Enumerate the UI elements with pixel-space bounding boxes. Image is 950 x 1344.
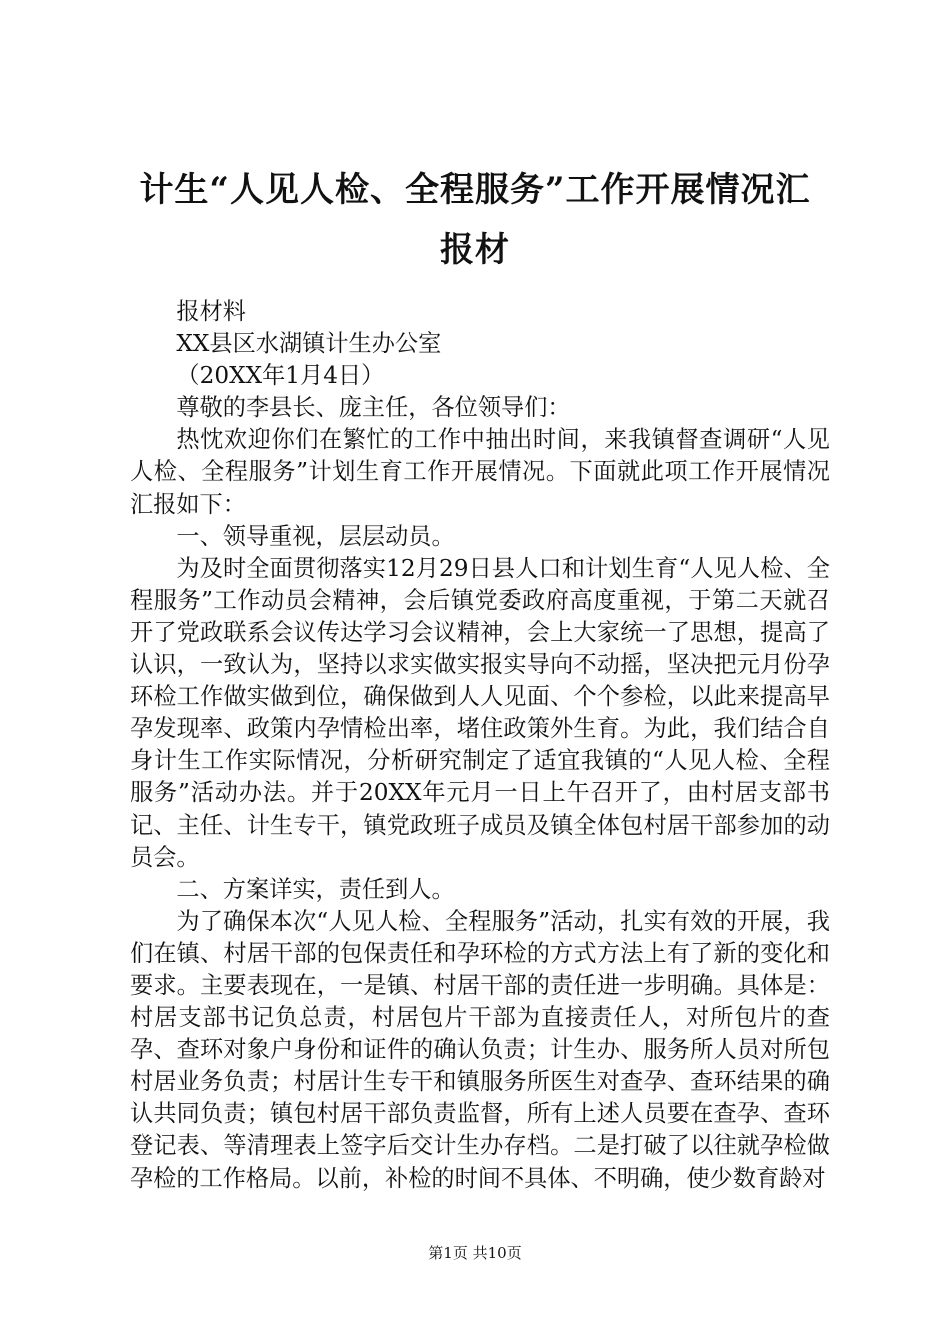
paragraph-salutation: 尊敬的李县长、庞主任，各位领导们：: [176, 394, 571, 422]
paragraph-heading-fragment: 报材料: [176, 298, 246, 325]
paragraph-section-1: 为及时全面贯彻落实12月29日县人口和计划生育“人见人检、全程服务”工作动员会精神，会后镇党委政府高度重视，于第二天就召开了党政联系会议传达学习会议精神，会上大家统一了思想，提高了认识，一致认为，坚持以求实做实报实导向不动摇，坚决把元月份孕环检工作做实做到位，确保做到人人见面、个个参检，以此来提高早孕发现率、政策内孕情检出率，堵住政策外生育。为此，我们结合自身计生工作实际情况，分析研究制定了适宜我镇的“人见人检、全程服务”活动办法。并于20XX年元月一日上午召开了，由村居支部书记、主任、计生专干，镇党政班子成员及镇全体包村居干部参加的动员会。: [130, 554, 830, 871]
paragraph-date: （20XX年1月4日）: [176, 362, 385, 390]
paragraph-office-name: XX县区水湖镇计生办公室: [176, 330, 442, 358]
section-heading-2: 二、方案详实，责任到人。: [176, 875, 455, 903]
paragraph-intro: 热忱欢迎你们在繁忙的工作中抽出时间，来我镇督查调研“人见人检、全程服务”计划生育工作开展情况。下面就此项工作开展情况汇报如下：: [130, 426, 830, 518]
page-number-label: 第1页 共10页: [428, 1244, 522, 1262]
title-line-2: 报材: [440, 230, 510, 270]
page-footer: [0, 1242, 950, 1264]
paragraph-section-2: 为了确保本次“人见人检、全程服务”活动，扎实有效的开展，我们在镇、村居干部的包保责任和孕环检的方式方法上有了新的变化和要求。主要表现在，一是镇、村居干部的责任进一步明确。具体是：村居支部书记负总责，村居包片干部为直接责任人，对所包片的查孕、查环对象户身份和证件的确认负责；计生办、服务所人员对所包村居业务负责；村居计生专干和镇服务所医生对查孕、查环结果的确认共同负责；镇包村居干部负责监督，所有上述人员要在查孕、查环登记表、等清理表上签字后交计生办存档。二是打破了以往就孕检做孕检的工作格局。以前，补检的时间不具体、不明确，使少数育龄对: [130, 907, 830, 1192]
section-heading-1: 一、领导重视，层层动员。: [176, 522, 455, 550]
document-title: [100, 160, 850, 280]
document-body: [130, 296, 830, 1195]
title-line-1: 计生“人见人检、全程服务”工作开展情况汇: [139, 170, 811, 210]
